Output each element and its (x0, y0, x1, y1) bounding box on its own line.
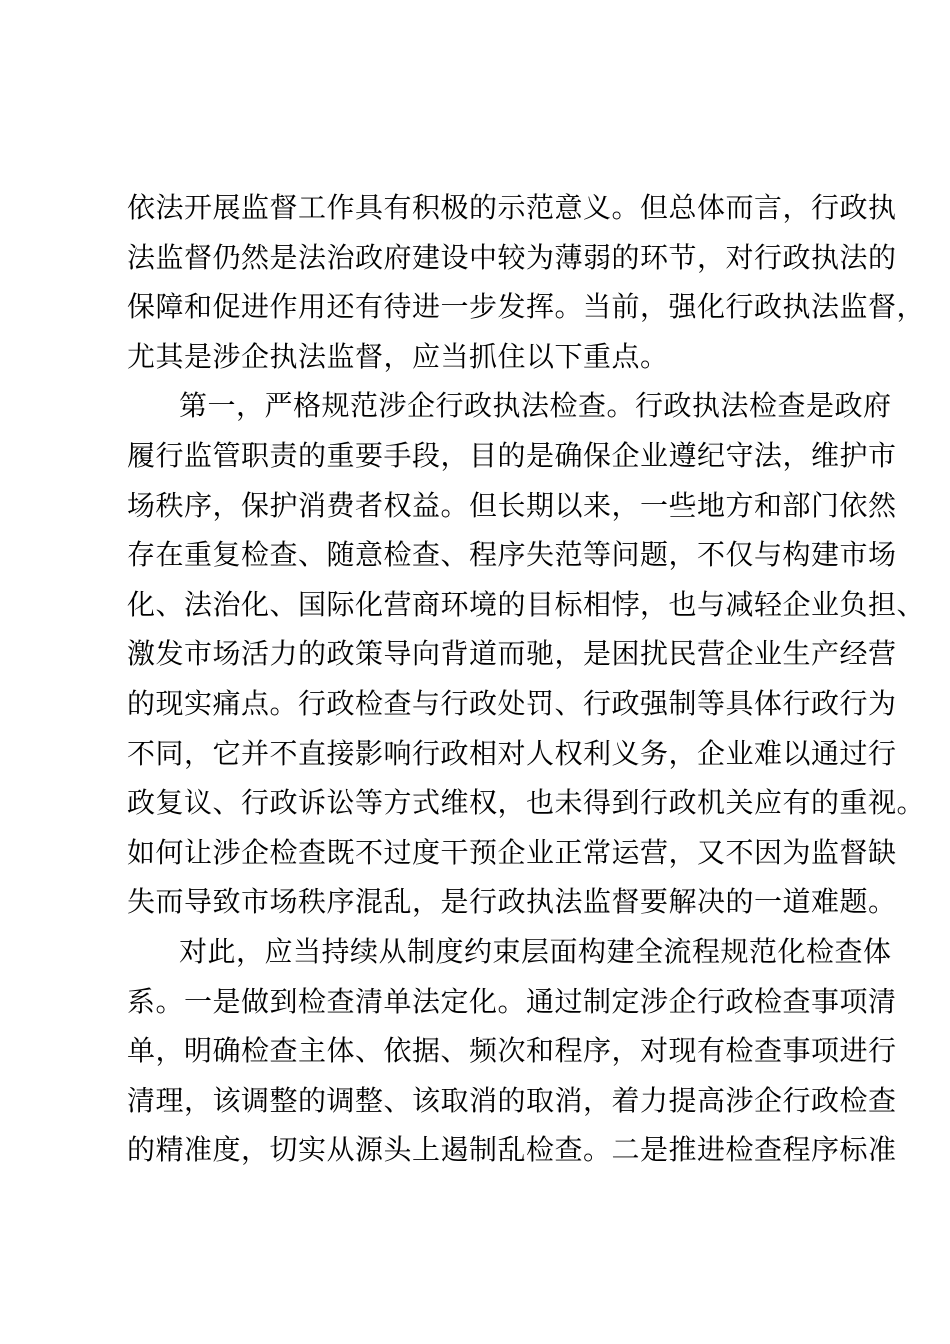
text-line: 如何让涉企检查既不过度干预企业正常运营，又不因为监督缺 (127, 835, 897, 869)
paragraph-2 (127, 381, 926, 927)
text-line: 激发市场活力的政策导向背道而驰，是困扰民营企业生产经营 (127, 637, 897, 671)
paragraph-3 (127, 927, 897, 1175)
text-line: 的现实痛点。行政检查与行政处罚、行政强制等具体行政行为 (127, 686, 897, 720)
text-line: 系。一是做到检查清单法定化。通过制定涉企行政检查事项清 (127, 984, 897, 1018)
text-line: 法监督仍然是法治政府建设中较为薄弱的环节，对行政执法的 (127, 240, 897, 274)
text-line: 的精准度，切实从源头上遏制乱检查。二是推进检查程序标准 (127, 1133, 897, 1167)
text-line: 化、法治化、国际化营商环境的目标相悖，也与减轻企业负担、 (127, 587, 926, 621)
text-line: 失而导致市场秩序混乱，是行政执法监督要解决的一道难题。 (127, 885, 897, 919)
text-line: 依法开展监督工作具有积极的示范意义。但总体而言，行政执 (127, 191, 897, 224)
text-line: 清理，该调整的调整、该取消的取消，着力提高涉企行政检查 (127, 1083, 897, 1117)
text-line: 政复议、行政诉讼等方式维权，也未得到行政机关应有的重视。 (127, 786, 926, 820)
paragraph-1 (127, 183, 926, 381)
document-body (127, 183, 926, 1175)
text-line: 保障和促进作用还有待进一步发挥。当前，强化行政执法监督， (127, 290, 926, 324)
text-line: 对此，应当持续从制度约束层面构建全流程规范化检查体 (179, 934, 892, 968)
text-line: 不同，它并不直接影响行政相对人权利义务，企业难以通过行 (127, 736, 897, 770)
text-line: 存在重复检查、随意检查、程序失范等问题，不仅与构建市场 (127, 538, 897, 572)
text-line: 第一，严格规范涉企行政执法检查。行政执法检查是政府 (179, 389, 892, 423)
text-line: 尤其是涉企执法监督，应当抓住以下重点。 (127, 339, 669, 373)
text-line: 单，明确检查主体、依据、频次和程序，对现有检查事项进行 (127, 1034, 897, 1068)
text-line: 履行监管职责的重要手段，目的是确保企业遵纪守法，维护市 (127, 438, 897, 472)
text-line: 场秩序，保护消费者权益。但长期以来，一些地方和部门依然 (127, 488, 897, 522)
